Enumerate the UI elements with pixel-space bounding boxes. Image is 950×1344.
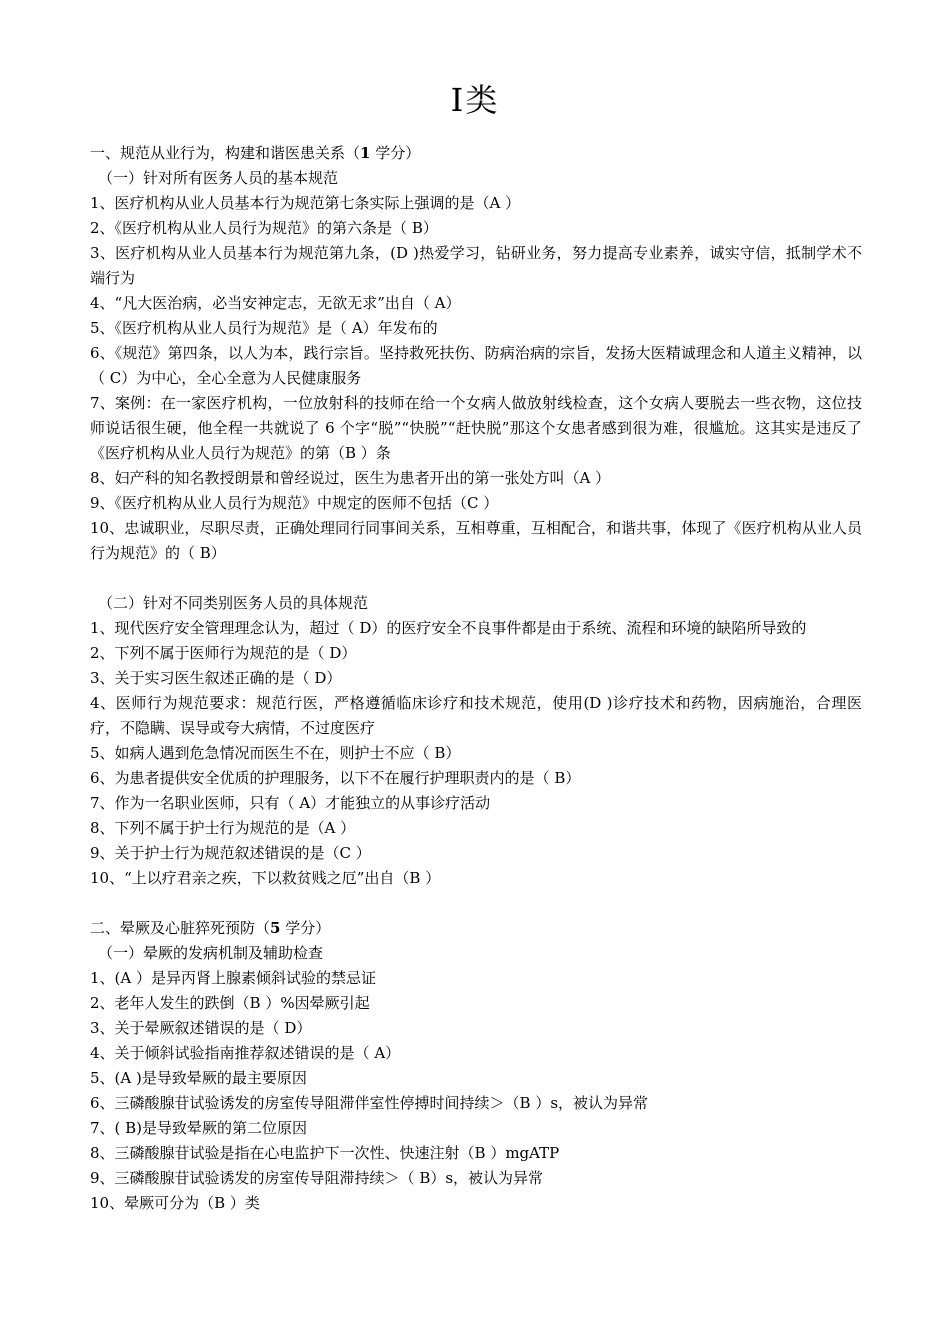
question-item: 8、三磷酸腺苷试验是指在心电监护下一次性、快速注射（B ）mgATP bbox=[90, 1144, 560, 1162]
question-item: 9、《医疗机构从业人员行为规范》中规定的医师不包括（C ） bbox=[90, 494, 499, 512]
subsection-heading-2-1: （一）晕厥的发病机制及辅助检查 bbox=[98, 944, 324, 962]
question-item: 7、( B)是导致晕厥的第二位原因 bbox=[90, 1119, 308, 1137]
question-item: 1、(A ）是异丙肾上腺素倾斜试验的禁忌证 bbox=[90, 969, 376, 987]
question-item: 4、关于倾斜试验指南推荐叙述错误的是（ A） bbox=[90, 1044, 401, 1062]
spacer bbox=[90, 891, 862, 916]
question-item: 5、《医疗机构从业人员行为规范》是（ A）年发布的 bbox=[90, 319, 438, 337]
question-item: 6、《规范》第四条，以人为本，践行宗旨。坚持救死扶伤、防病治病的宗旨，发扬大医精诚理念和人道主义精神，以（ C）为中心，全心全意为人民健康服务 bbox=[90, 344, 862, 387]
question-item: 1、现代医疗安全管理理念认为，超过（ D）的医疗安全不良事件都是由于系统、流程和环境的缺陷所导致的 bbox=[90, 619, 807, 637]
section-heading-2: 二、晕厥及心脏猝死预防（5 学分） bbox=[90, 919, 331, 937]
question-item: 9、关于护士行为规范叙述错误的是（C ） bbox=[90, 844, 371, 862]
subsection-heading-1-2: （二）针对不同类别医务人员的具体规范 bbox=[98, 594, 369, 612]
question-item: 8、下列不属于护士行为规范的是（A ） bbox=[90, 819, 356, 837]
question-item: 1、医疗机构从业人员基本行为规范第七条实际上强调的是（A ） bbox=[90, 194, 521, 212]
page-title: Ⅰ类 bbox=[450, 81, 500, 119]
question-item: 2、老年人发生的跌倒（B ）%因晕厥引起 bbox=[90, 994, 370, 1012]
question-item: 8、妇产科的知名教授朗景和曾经说过，医生为患者开出的第一张处方叫（A ） bbox=[90, 469, 611, 487]
question-item: 4、医师行为规范要求：规范行医，严格遵循临床诊疗和技术规范，使用(D )诊疗技术和药物，因病施治，合理医疗，不隐瞒、误导或夸大病情，不过度医疗 bbox=[90, 694, 862, 737]
question-item: 9、三磷酸腺苷试验诱发的房室传导阻滞持续＞（ B）s，被认为异常 bbox=[90, 1169, 544, 1187]
question-item: 7、案例：在一家医疗机构，一位放射科的技师在给一个女病人做放射线检查，这个女病人要脱去一些衣物，这位技师说话很生硬，他全程一共就说了 6 个字“脱”“快脱”“赶快脱”那这个女患者感到很为难，很尴尬。这其实是违反了《医疗机构从业人员行为规范》的第（B ）条 bbox=[90, 394, 862, 462]
question-item: 6、三磷酸腺苷试验诱发的房室传导阻滞伴室性停搏时间持续＞（B ）s，被认为异常 bbox=[90, 1094, 649, 1112]
question-item: 5、如病人遇到危急情况而医生不在，则护士不应（ B） bbox=[90, 744, 461, 762]
question-item: 10、“上以疗君亲之疾，下以救贫贱之厄”出自（B ） bbox=[90, 869, 441, 887]
question-item: 10、忠诚职业，尽职尽责，正确处理同行同事间关系，互相尊重，互相配合，和谐共事，体现了《医疗机构从业人员行为规范》的（ B） bbox=[90, 519, 862, 562]
question-item: 3、关于实习医生叙述正确的是（ D） bbox=[90, 669, 342, 687]
document-body bbox=[90, 141, 862, 1216]
subsection-heading-1-1: （一）针对所有医务人员的基本规范 bbox=[98, 169, 339, 187]
question-item: 7、作为一名职业医师，只有（ A）才能独立的从事诊疗活动 bbox=[90, 794, 491, 812]
question-item: 10、晕厥可分为（B ）类 bbox=[90, 1194, 260, 1212]
question-item: 6、为患者提供安全优质的护理服务，以下不在履行护理职责内的是（ B） bbox=[90, 769, 581, 787]
question-item: 5、(A )是导致晕厥的最主要原因 bbox=[90, 1069, 307, 1087]
question-item: 2、下列不属于医师行为规范的是（ D） bbox=[90, 644, 357, 662]
question-item: 4、“凡大医治病，必当安神定志，无欲无求”出自（ A） bbox=[90, 294, 461, 312]
question-item: 3、医疗机构从业人员基本行为规范第九条，(D )热爱学习，钻研业务，努力提高专业素养，诚实守信，抵制学术不端行为 bbox=[90, 244, 862, 287]
question-item: 3、关于晕厥叙述错误的是（ D） bbox=[90, 1019, 312, 1037]
spacer bbox=[90, 566, 862, 591]
question-item: 2、《医疗机构从业人员行为规范》的第六条是（ B） bbox=[90, 219, 438, 237]
section-heading-1: 一、规范从业行为，构建和谐医患关系（1 学分） bbox=[90, 144, 421, 162]
